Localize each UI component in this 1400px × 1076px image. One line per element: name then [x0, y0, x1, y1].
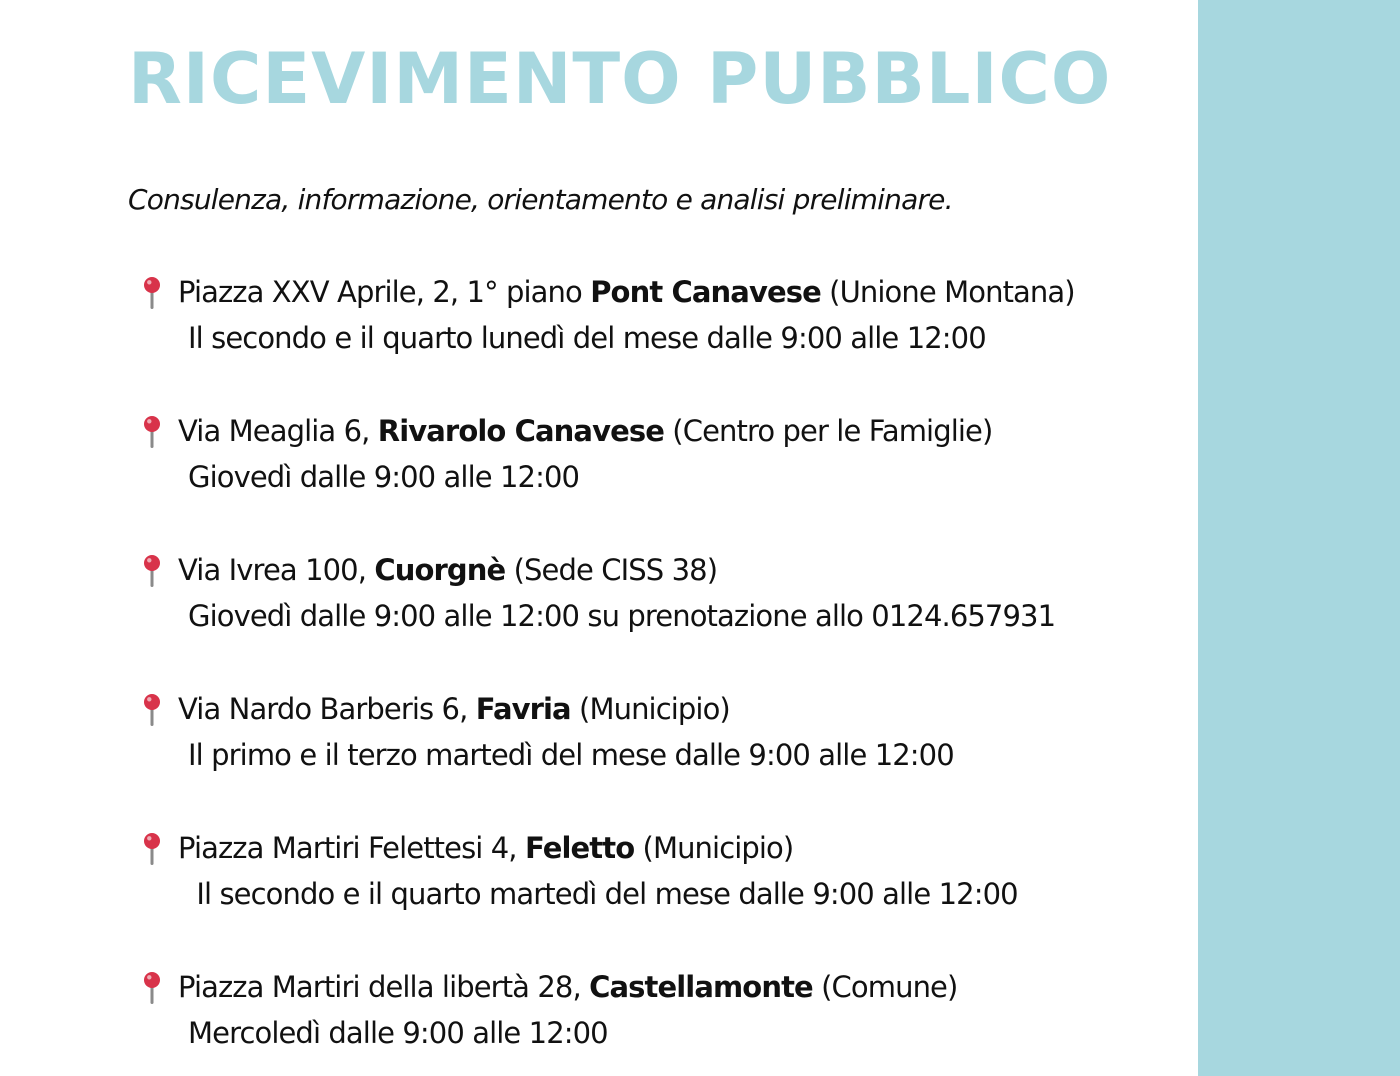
location-schedule: Giovedì dalle 9:00 alle 12:00 su prenotazione allo 0124.657931: [188, 599, 1056, 633]
location-venue: (Municipio): [634, 831, 794, 865]
location-schedule: Mercoledì dalle 9:00 alle 12:00: [188, 1016, 608, 1050]
location-item: [138, 964, 1188, 1056]
location-venue: (Centro per le Famiglie): [663, 414, 993, 448]
location-town: Castellamonte: [589, 970, 813, 1004]
location-item: [138, 686, 1188, 778]
location-venue: (Unione Montana): [820, 275, 1075, 309]
location-schedule: Il primo e il terzo martedì del mese dalle 9:00 alle 12:00: [188, 738, 954, 772]
location-schedule: Il secondo e il quarto lunedì del mese dalle 9:00 alle 12:00: [188, 321, 986, 355]
map-pin-icon: [140, 415, 164, 449]
map-pin-icon: [140, 832, 164, 866]
location-item: [138, 547, 1188, 639]
location-venue: (Comune): [812, 970, 958, 1004]
location-schedule: Il secondo e il quarto martedì del mese dalle 9:00 alle 12:00: [188, 877, 1018, 911]
location-address: Piazza Martiri Felettesi 4,: [178, 831, 525, 865]
location-item: [138, 269, 1188, 361]
location-address: Via Meaglia 6,: [178, 414, 378, 448]
location-town: Favria: [475, 692, 571, 726]
page-title: RICEVIMENTO PUBBLICO: [128, 38, 1112, 120]
map-pin-icon: [140, 276, 164, 310]
location-town: Pont Canavese: [590, 275, 821, 309]
location-item: [138, 825, 1188, 917]
location-item: [138, 408, 1188, 500]
location-town: Rivarolo Canavese: [377, 414, 664, 448]
map-pin-icon: [140, 971, 164, 1005]
page-subtitle: Consulenza, informazione, orientamento e analisi preliminare.: [128, 183, 953, 216]
location-schedule: Giovedì dalle 9:00 alle 12:00: [188, 460, 580, 494]
map-pin-icon: [140, 554, 164, 588]
side-accent-bar: [1198, 0, 1400, 1076]
location-address: Via Ivrea 100,: [178, 553, 375, 587]
location-venue: (Municipio): [570, 692, 730, 726]
location-town: Feletto: [524, 831, 635, 865]
map-pin-icon: [140, 693, 164, 727]
location-address: Piazza XXV Aprile, 2, 1° piano: [178, 275, 591, 309]
location-address: Via Nardo Barberis 6,: [178, 692, 476, 726]
location-town: Cuorgnè: [374, 553, 506, 587]
location-address: Piazza Martiri della libertà 28,: [178, 970, 590, 1004]
location-venue: (Sede CISS 38): [505, 553, 718, 587]
